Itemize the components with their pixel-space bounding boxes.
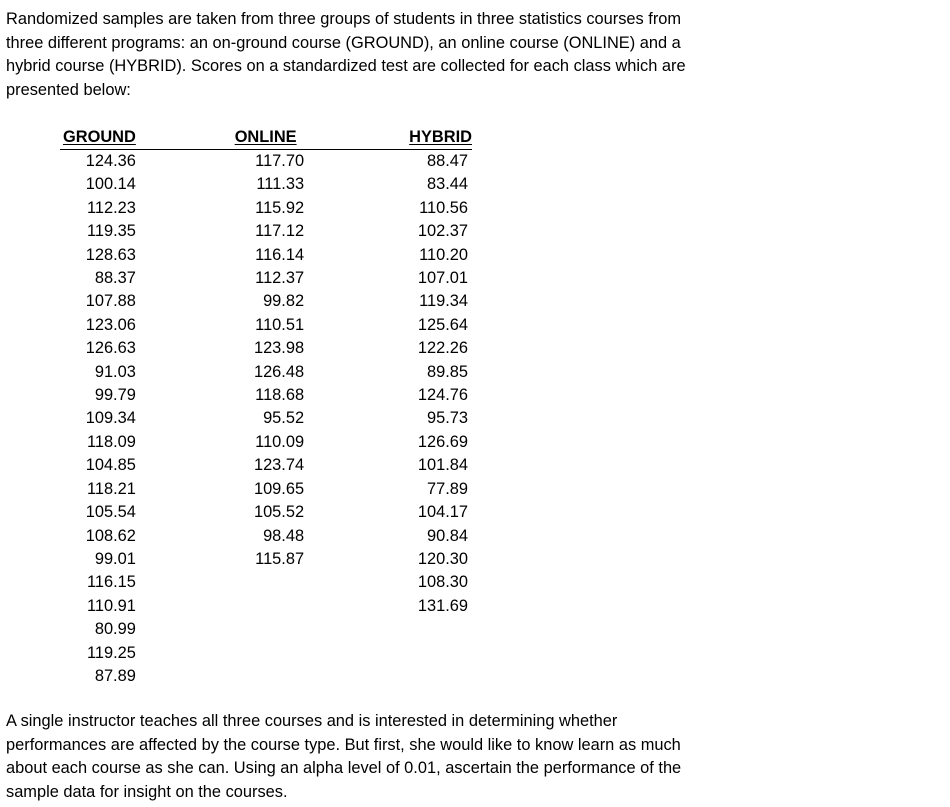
ground-score-cell: 99.79	[94, 386, 136, 405]
header-online: ONLINE	[229, 125, 304, 150]
table-row	[60, 361, 472, 384]
hybrid-score-cell: 83.44	[426, 175, 468, 194]
online-score-cell: 117.12	[255, 222, 305, 241]
ground-score-cell: 119.25	[86, 643, 136, 662]
table-row	[60, 665, 472, 688]
table-row	[60, 407, 472, 430]
online-score-cell: 109.65	[253, 479, 305, 498]
ground-score-cell: 124.36	[85, 152, 136, 170]
hybrid-score-cell: 95.73	[426, 409, 468, 428]
hybrid-score-cell: 90.84	[426, 526, 468, 545]
hybrid-score-cell: 126.69	[417, 432, 468, 451]
ground-score-cell: 118.21	[86, 479, 136, 498]
table-row	[60, 454, 472, 477]
online-score-cell: 123.98	[253, 339, 305, 358]
online-score-cell: 112.37	[255, 269, 305, 288]
hybrid-score-cell: 119.34	[419, 292, 468, 311]
ground-score-cell: 88.37	[94, 269, 136, 288]
hybrid-score-cell: 104.17	[417, 503, 468, 522]
table-row	[60, 314, 472, 337]
ground-score-cell: 128.63	[85, 245, 136, 264]
ground-score-cell: 100.14	[85, 175, 136, 194]
table-row	[60, 431, 472, 454]
online-score-cell: 95.52	[263, 409, 305, 428]
ground-score-cell: 110.91	[86, 596, 136, 615]
header-hybrid: HYBRID	[397, 125, 472, 150]
ground-score-cell: 107.88	[85, 292, 136, 311]
online-score-cell: 110.09	[255, 432, 305, 451]
online-score-cell: 99.82	[263, 292, 305, 311]
table-header-row	[60, 125, 472, 150]
ground-score-cell: 116.15	[86, 573, 136, 592]
table-row	[60, 525, 472, 548]
hybrid-score-cell: 77.89	[426, 479, 468, 498]
online-score-cell: 98.48	[263, 526, 305, 545]
table-row	[60, 595, 472, 618]
header-ground: GROUND	[60, 125, 136, 150]
ground-score-cell: 112.23	[86, 198, 136, 217]
ground-score-cell: 109.34	[85, 409, 136, 428]
ground-score-cell: 91.03	[94, 362, 136, 381]
ground-score-cell: 108.62	[85, 526, 136, 545]
table-row	[60, 290, 472, 313]
hybrid-score-cell: 101.84	[417, 456, 468, 475]
hybrid-score-cell: 108.30	[417, 573, 468, 592]
ground-score-cell: 119.35	[86, 222, 136, 241]
ground-score-cell: 104.85	[85, 456, 136, 475]
table-row	[60, 384, 472, 407]
hybrid-score-cell: 131.69	[417, 596, 468, 615]
hybrid-score-cell: 89.85	[426, 362, 468, 381]
hybrid-score-cell: 120.30	[417, 549, 468, 568]
online-score-cell: 123.74	[253, 456, 305, 475]
online-score-cell: 126.48	[253, 362, 305, 381]
online-score-cell: 115.87	[255, 549, 305, 568]
table-row	[60, 501, 472, 524]
ground-score-cell: 118.09	[86, 432, 136, 451]
table-row	[60, 150, 472, 174]
table-row	[60, 571, 472, 594]
online-score-cell: 115.92	[255, 198, 305, 217]
scores-table	[60, 125, 472, 688]
hybrid-score-cell: 110.56	[419, 198, 468, 217]
closing-paragraph: A single instructor teaches all three courses and is interested in determining whether performances are affected by the course type. But first, she would like to know learn as much about each course as she can. Using an alpha level of 0.01, ascertain the performance of the sample data for insight on the courses.	[6, 712, 682, 801]
hybrid-score-cell: 102.37	[417, 222, 468, 241]
online-score-cell: 111.33	[256, 175, 305, 194]
online-score-cell: 110.51	[255, 315, 305, 334]
hybrid-score-cell: 125.64	[417, 315, 468, 334]
table-row	[60, 197, 472, 220]
online-score-cell: 105.52	[253, 503, 305, 522]
ground-score-cell: 99.01	[94, 549, 136, 568]
table-row	[60, 244, 472, 267]
table-row	[60, 618, 472, 641]
hybrid-score-cell: 122.26	[417, 339, 468, 358]
intro-paragraph: Randomized samples are taken from three groups of students in three statistics courses from three different programs: an on-ground course (GROUND), an online course (ONLINE) and a hybrid course (HYBRID). Scores on a standardized test are collected for each class which are presented below:	[6, 10, 686, 99]
hybrid-score-cell: 88.47	[426, 152, 468, 170]
online-score-cell: 118.68	[255, 386, 305, 405]
hybrid-score-cell: 107.01	[417, 269, 468, 288]
ground-score-cell: 105.54	[85, 503, 136, 522]
table-row	[60, 337, 472, 360]
ground-score-cell: 80.99	[94, 620, 136, 639]
table-row	[60, 478, 472, 501]
ground-score-cell: 126.63	[85, 339, 136, 358]
table-row	[60, 642, 472, 665]
table-row	[60, 548, 472, 571]
online-score-cell: 116.14	[255, 245, 305, 264]
online-score-cell: 117.70	[255, 152, 305, 170]
table-row	[60, 220, 472, 243]
ground-score-cell: 123.06	[85, 315, 136, 334]
table-row	[60, 173, 472, 196]
hybrid-score-cell: 124.76	[417, 386, 468, 405]
ground-score-cell: 87.89	[94, 666, 136, 685]
hybrid-score-cell: 110.20	[419, 245, 468, 264]
table-body	[60, 150, 472, 689]
table-row	[60, 267, 472, 290]
